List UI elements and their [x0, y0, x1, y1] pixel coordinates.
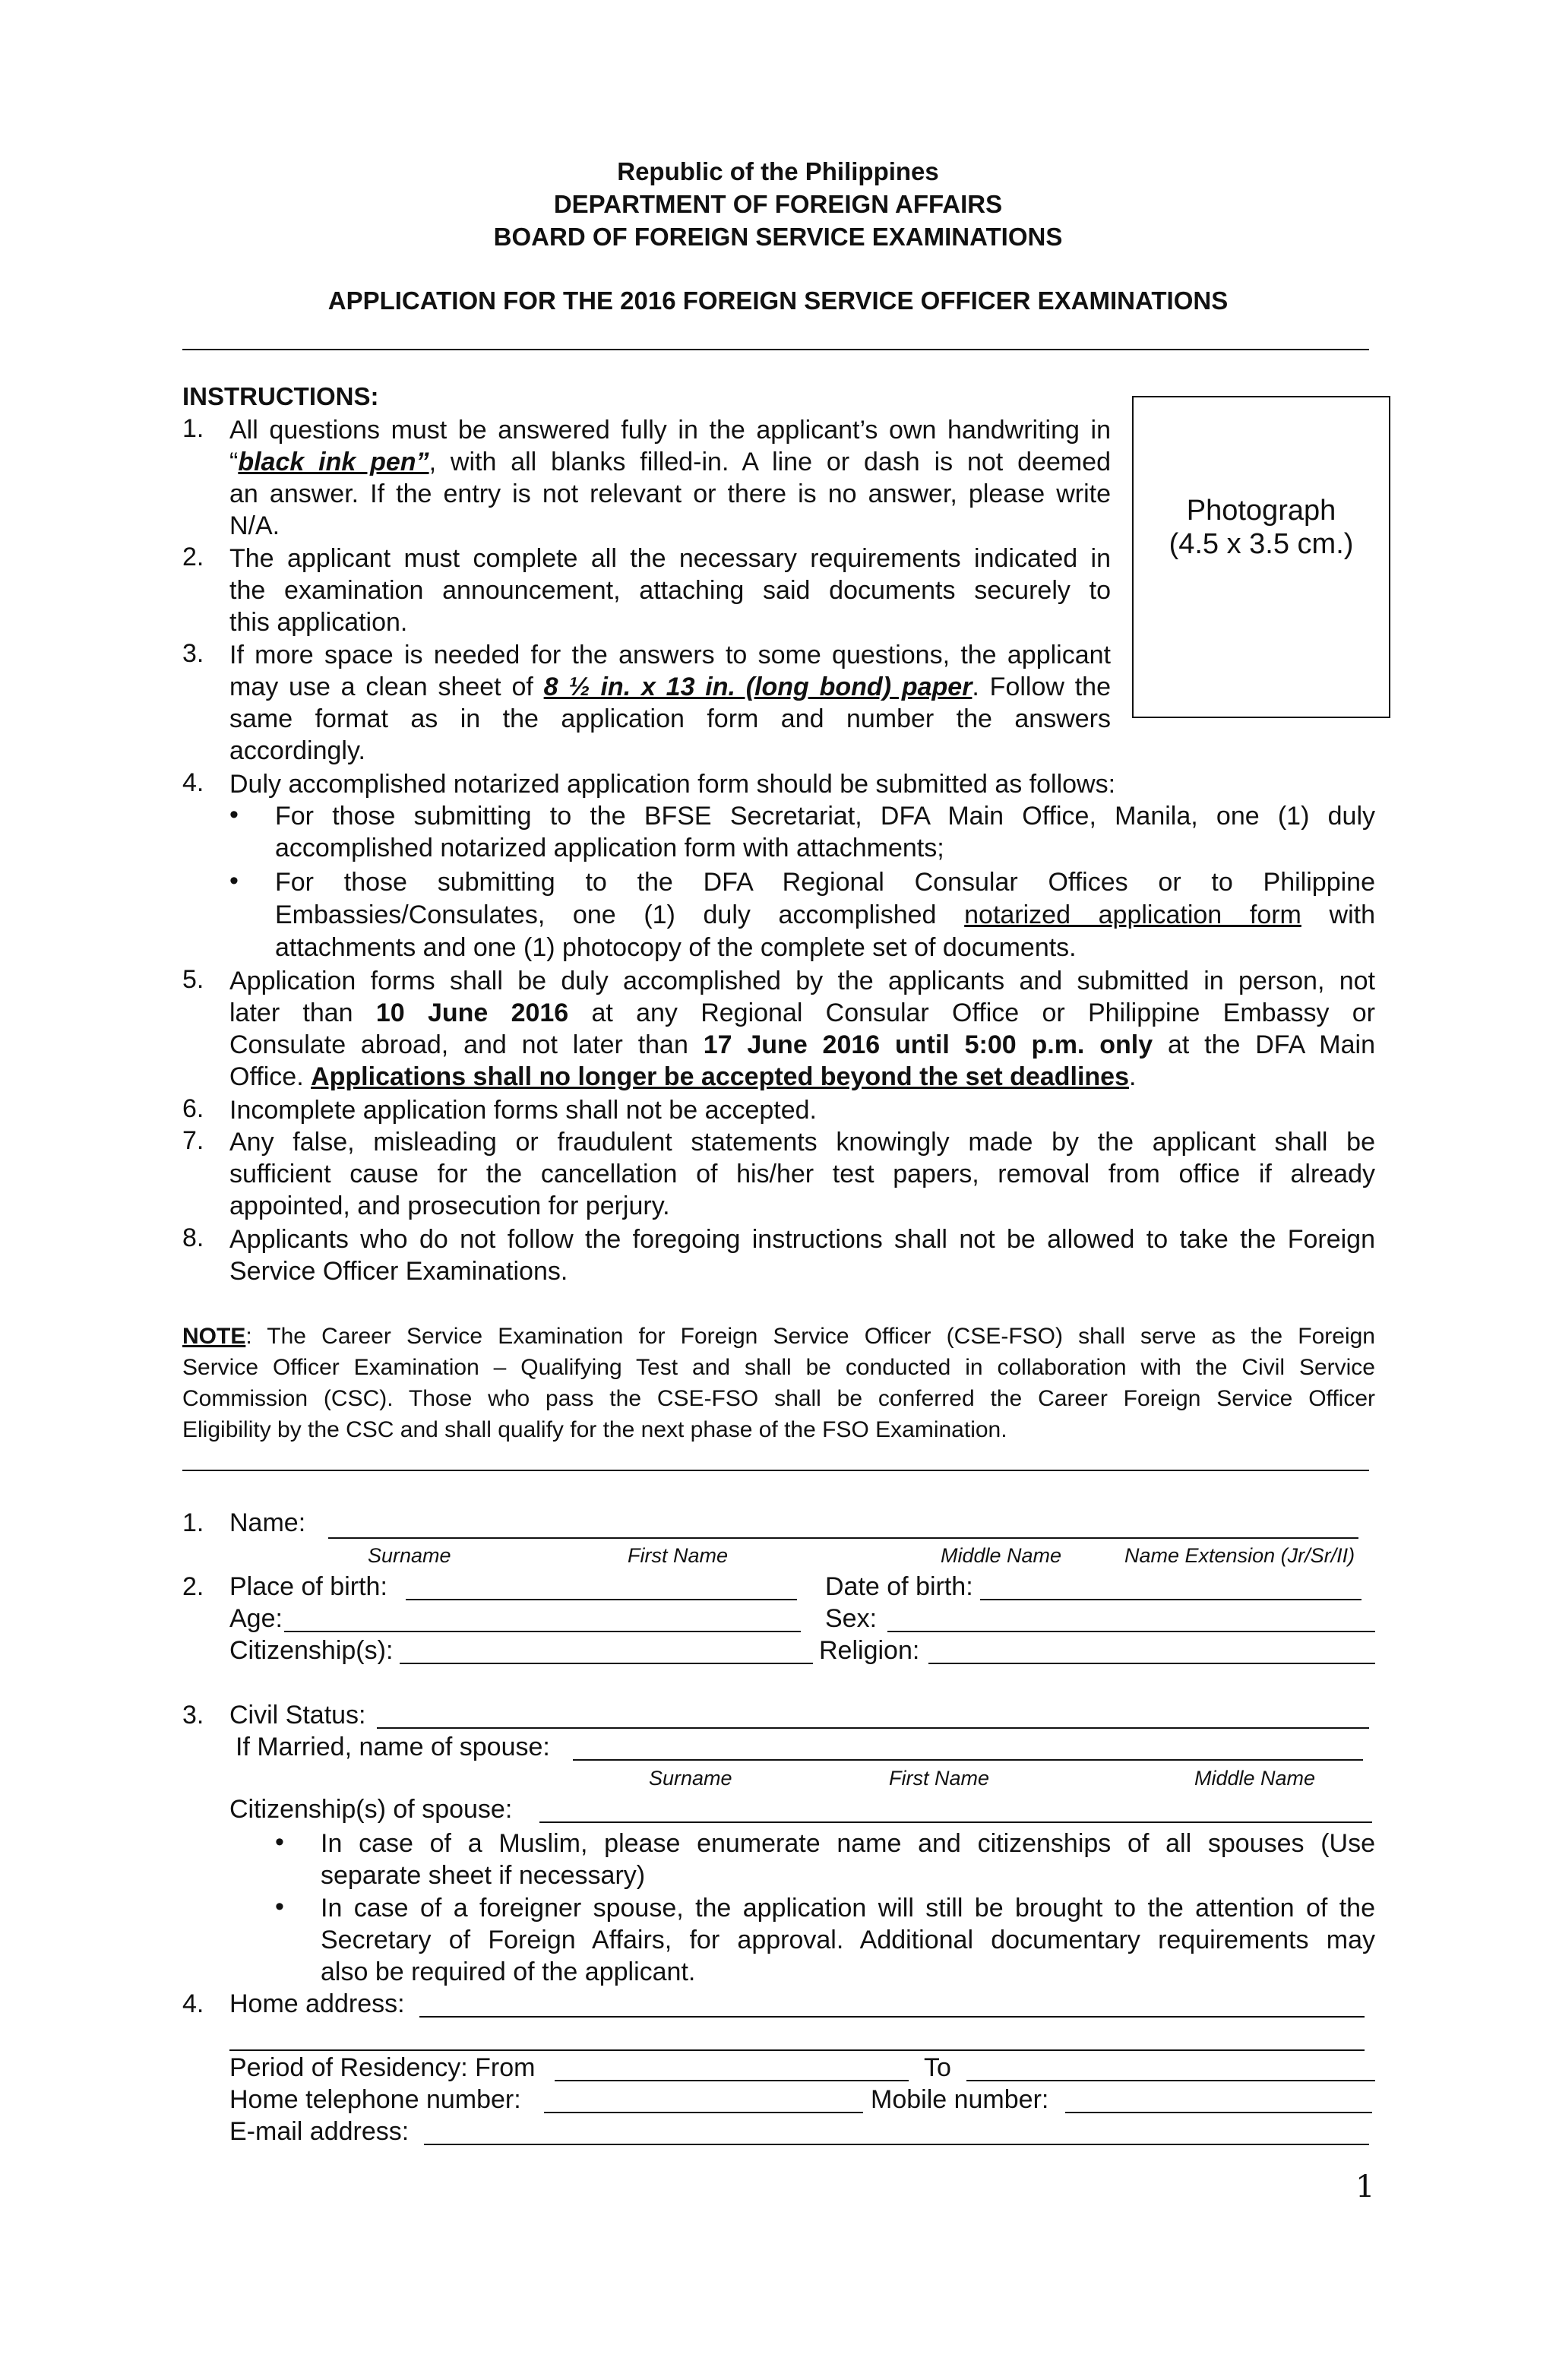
date-of-birth-field[interactable]	[980, 1599, 1362, 1600]
photograph-size: (4.5 x 3.5 cm.)	[1169, 528, 1354, 560]
instruction-4-bullet-2-line-3: attachments and one (1) photocopy of the complete set of documents.	[275, 933, 1077, 962]
spouse-citizenship-field[interactable]	[539, 1821, 1372, 1823]
note-line-3: Commission (CSC). Those who pass the CSE-FSO shall be conferred the Career Foreign Service Officer	[182, 1386, 1375, 1411]
name-surname-caption: Surname	[368, 1544, 451, 1567]
instruction-7-line-3: appointed, and prosecution for perjury.	[229, 1192, 670, 1220]
instruction-4-bullet-1-line-2: accomplished notarized application form with attachments;	[275, 834, 944, 862]
home-address-field[interactable]	[419, 2016, 1365, 2018]
instruction-4-bullet-1-line-1: For those submitting to the BFSE Secretariat, DFA Main Office, Manila, one (1) duly	[275, 802, 1375, 831]
religion-field[interactable]	[928, 1663, 1375, 1664]
instruction-8-line-1: Applicants who do not follow the foregoing instructions shall not be allowed to take the Foreign	[229, 1225, 1375, 1254]
instruction-7-number: 7.	[182, 1126, 204, 1155]
q1-number: 1.	[182, 1508, 204, 1537]
instruction-3-line-1: If more space is needed for the answers to some questions, the applicant	[229, 641, 1111, 669]
header-department: DEPARTMENT OF FOREIGN AFFAIRS	[553, 190, 1003, 218]
notarized-form-underline: notarized application form	[964, 900, 1301, 929]
instruction-4-line-1: Duly accomplished notarized application form should be submitted as follows:	[229, 770, 1116, 799]
instruction-5-line-1: Application forms shall be duly accomplished by the applicants and submitted in person, not	[229, 967, 1375, 995]
email-field[interactable]	[424, 2144, 1369, 2145]
black-ink-pen-emphasis: black ink pen”	[238, 448, 429, 476]
residency-to-label: To	[924, 2053, 951, 2082]
q3-bullet-2-line-3: also be required of the applicant.	[321, 1957, 696, 1986]
photograph-label: Photograph	[1186, 495, 1336, 527]
note-line-2: Service Officer Examination – Qualifying Test and shall be conducted in collaboration with the Civil Service	[182, 1355, 1375, 1380]
q2-number: 2.	[182, 1572, 204, 1601]
name-field[interactable]	[328, 1537, 1358, 1539]
instruction-1-line-4: N/A.	[229, 511, 280, 540]
instructions-heading: INSTRUCTIONS:	[182, 382, 379, 410]
spouse-first-caption: First Name	[889, 1767, 990, 1790]
instruction-2-line-2: the examination announcement, attaching said documents securely to	[229, 576, 1111, 605]
spouse-surname-caption: Surname	[649, 1767, 732, 1790]
instruction-5-line-4: Office. Applications shall no longer be accepted beyond the set deadlines.	[229, 1062, 1137, 1091]
instruction-3-number: 3.	[182, 639, 204, 668]
q3-bullet-2-line-1: In case of a foreigner spouse, the application will still be brought to the attention of the	[321, 1894, 1375, 1923]
civil-status-label: Civil Status:	[229, 1701, 366, 1730]
date-of-birth-label: Date of birth:	[825, 1572, 973, 1601]
residency-from-field[interactable]	[555, 2080, 909, 2081]
note-line-1: NOTE: The Career Service Examination for Foreign Service Officer (CSE-FSO) shall serve as the Foreign	[182, 1324, 1375, 1349]
citizenship-label: Citizenship(s):	[229, 1636, 394, 1665]
bullet-icon: •	[275, 1892, 284, 1921]
q4-number: 4.	[182, 1989, 204, 2018]
instruction-3-line-4: accordingly.	[229, 736, 365, 765]
name-first-caption: First Name	[628, 1544, 729, 1567]
name-extension-caption: Name Extension (Jr/Sr/II)	[1124, 1544, 1355, 1567]
instruction-8-number: 8.	[182, 1223, 204, 1252]
instruction-1-line-1: All questions must be answered fully in the applicant’s own handwriting in	[229, 416, 1111, 445]
sex-label: Sex:	[825, 1604, 878, 1633]
name-label: Name:	[229, 1508, 306, 1537]
instruction-7-line-1: Any false, misleading or fraudulent statements knowingly made by the applicant shall be	[229, 1128, 1375, 1157]
instruction-3-line-3: same format as in the application form and number the answers	[229, 704, 1111, 733]
deadline-warning: Applications shall no longer be accepted beyond the set deadlines	[311, 1062, 1129, 1091]
instruction-5-line-3: Consulate abroad, and not later than 17 June 2016 until 5:00 p.m. only at the DFA Main	[229, 1030, 1375, 1059]
citizenship-field[interactable]	[400, 1663, 813, 1664]
home-telephone-label: Home telephone number:	[229, 2085, 521, 2114]
header-board: BOARD OF FOREIGN SERVICE EXAMINATIONS	[493, 223, 1063, 251]
home-address-field-line-2[interactable]	[229, 2049, 1365, 2051]
note-rule	[182, 1470, 1369, 1471]
page-number: 1	[1355, 2170, 1375, 2204]
instruction-2-line-1: The applicant must complete all the necessary requirements indicated in	[229, 544, 1111, 573]
bullet-icon: •	[275, 1828, 284, 1856]
name-middle-caption: Middle Name	[941, 1544, 1062, 1567]
instruction-6-line-1: Incomplete application forms shall not be accepted.	[229, 1096, 818, 1125]
mobile-number-label: Mobile number:	[871, 2085, 1049, 2114]
period-of-residency-label: Period of Residency: From	[229, 2053, 536, 2082]
document-title: APPLICATION FOR THE 2016 FOREIGN SERVICE OFFICER EXAMINATIONS	[327, 286, 1229, 315]
paper-size-emphasis: 8 ½ in. x 13 in. (long bond) paper	[543, 673, 972, 701]
header-republic: Republic of the Philippines	[617, 157, 939, 185]
age-field[interactable]	[284, 1631, 801, 1632]
place-of-birth-label: Place of birth:	[229, 1572, 387, 1601]
instruction-2-number: 2.	[182, 543, 204, 571]
age-label: Age:	[229, 1604, 283, 1633]
q3-bullet-1-line-2: separate sheet if necessary)	[321, 1861, 646, 1890]
note-label: NOTE	[182, 1324, 246, 1349]
instruction-1-line-2: “black ink pen”, with all blanks filled-in. A line or dash is not deemed	[229, 448, 1111, 476]
home-address-label: Home address:	[229, 1989, 405, 2018]
bullet-icon: •	[229, 866, 239, 895]
instruction-3-line-2: may use a clean sheet of 8 ½ in. x 13 in. (long bond) paper. Follow the	[229, 673, 1111, 701]
spouse-name-label: If Married, name of spouse:	[236, 1733, 550, 1761]
spouse-name-field[interactable]	[573, 1759, 1363, 1761]
instruction-4-bullet-2-line-1: For those submitting to the DFA Regional Consular Offices or to Philippine	[275, 868, 1375, 897]
instruction-4-bullet-2-line-2: Embassies/Consulates, one (1) duly accomplished notarized application form with	[275, 900, 1376, 929]
spouse-citizenship-label: Citizenship(s) of spouse:	[229, 1795, 513, 1824]
instruction-8-line-2: Service Officer Examinations.	[229, 1257, 568, 1286]
residency-to-field[interactable]	[966, 2080, 1375, 2081]
instruction-6-number: 6.	[182, 1094, 204, 1123]
q3-bullet-2-line-2: Secretary of Foreign Affairs, for approval. Additional documentary requirements may	[321, 1926, 1375, 1954]
instruction-2-line-3: this application.	[229, 608, 408, 637]
instruction-5-number: 5.	[182, 965, 204, 994]
bullet-icon: •	[229, 800, 239, 829]
home-telephone-field[interactable]	[544, 2112, 863, 2113]
mobile-number-field[interactable]	[1065, 2112, 1372, 2113]
spouse-middle-caption: Middle Name	[1194, 1767, 1316, 1790]
instruction-1-number: 1.	[182, 414, 204, 443]
civil-status-field[interactable]	[377, 1727, 1369, 1729]
sex-field[interactable]	[887, 1631, 1375, 1632]
q3-bullet-1-line-1: In case of a Muslim, please enumerate name and citizenships of all spouses (Use	[321, 1829, 1375, 1858]
instruction-4-number: 4.	[182, 768, 204, 797]
email-label: E-mail address:	[229, 2117, 410, 2146]
instruction-5-line-2: later than 10 June 2016 at any Regional Consular Office or Philippine Embassy or	[229, 999, 1375, 1027]
q3-number: 3.	[182, 1701, 204, 1730]
instruction-1-line-3: an answer. If the entry is not relevant or there is no answer, please write	[229, 479, 1111, 508]
title-rule	[182, 349, 1369, 350]
religion-label: Religion:	[819, 1636, 920, 1665]
instruction-7-line-2: sufficient cause for the cancellation of his/her test papers, removal from office if already	[229, 1160, 1375, 1188]
place-of-birth-field[interactable]	[406, 1599, 797, 1600]
note-line-4: Eligibility by the CSC and shall qualify for the next phase of the FSO Examination.	[182, 1417, 1007, 1442]
photograph-box	[1132, 396, 1390, 718]
